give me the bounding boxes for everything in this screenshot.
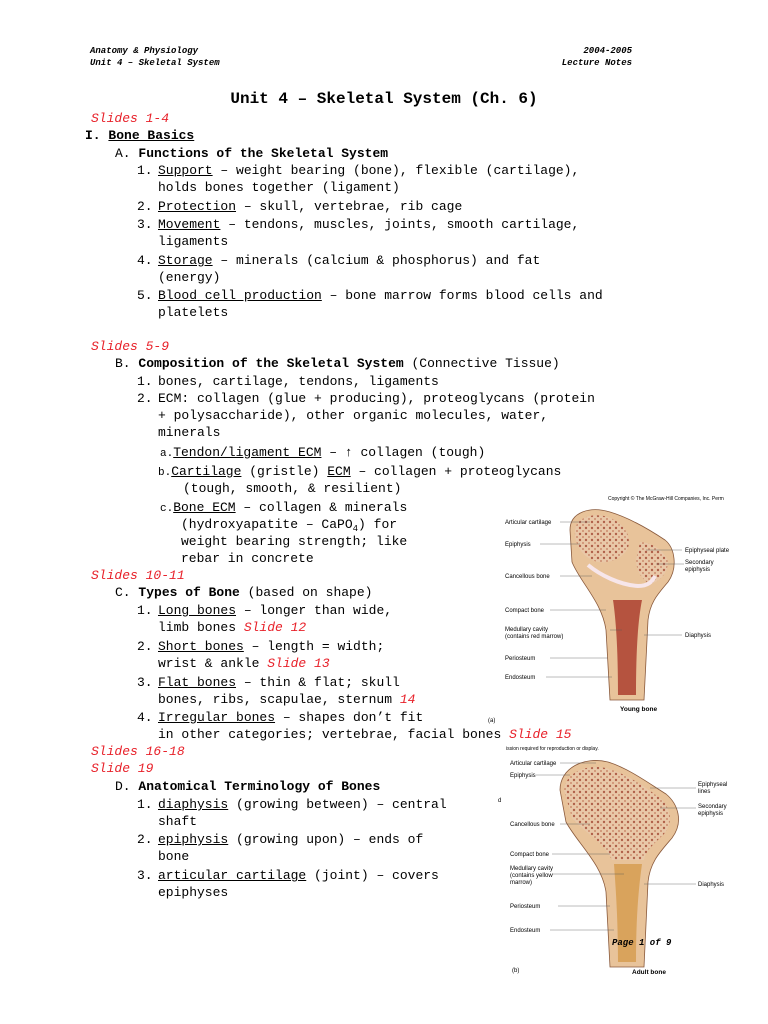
- svg-text:Cancellous bone: Cancellous bone: [510, 822, 555, 828]
- svg-text:Diaphysis: Diaphysis: [698, 882, 725, 888]
- svg-text:Medullary cavity: Medullary cavity: [505, 627, 549, 633]
- list-item-cont: limb bones Slide 12: [158, 620, 307, 635]
- adult-bone-illustration: [560, 760, 679, 967]
- list-item: epiphysis (growing upon) – ends of: [158, 832, 424, 847]
- svg-text:Compact bone: Compact bone: [510, 852, 550, 858]
- svg-text:Compact bone: Compact bone: [505, 608, 545, 614]
- sublist-item: c.Bone ECM – collagen & minerals: [160, 500, 408, 515]
- list-item: Blood cell production – bone marrow forms blood cells and: [158, 288, 603, 303]
- copyright-text: Copyright © The McGraw-Hill Companies, Inc. Perm: [608, 496, 724, 502]
- sublist-item-cont: weight bearing strength; like: [181, 534, 408, 549]
- course-name: Anatomy & Physiology: [90, 46, 199, 56]
- list-item: bones, cartilage, tendons, ligaments: [158, 374, 439, 389]
- svg-text:(contains red marrow): (contains red marrow): [505, 634, 564, 640]
- svg-text:lines: lines: [698, 789, 711, 795]
- slide-ref: Slide 19: [91, 761, 154, 776]
- svg-text:Secondary: Secondary: [685, 560, 714, 566]
- header-left: [90, 45, 220, 69]
- list-item: diaphysis (growing between) – central: [158, 797, 447, 812]
- subsection-heading: A. Functions of the Skeletal System: [115, 146, 389, 161]
- header-right: [562, 45, 632, 69]
- list-item: ECM: collagen (glue + producing), proteoglycans (protein: [158, 391, 595, 406]
- svg-text:Adult bone: Adult bone: [632, 969, 666, 976]
- svg-text:Periosteum: Periosteum: [510, 904, 541, 910]
- subsection-heading: C. Types of Bone (based on shape): [115, 585, 373, 600]
- list-item: Storage – minerals (calcium & phosphorus) and fat: [158, 253, 541, 268]
- list-item-cont: in other categories; vertebrae, facial bones Slide 15: [158, 727, 572, 742]
- list-item: Support – weight bearing (bone), flexible (cartilage),: [158, 163, 580, 178]
- list-item-cont: epiphyses: [158, 885, 229, 900]
- svg-text:Secondary: Secondary: [698, 804, 727, 810]
- school-year: 2004-2005: [583, 46, 632, 56]
- svg-text:(contains yellow: (contains yellow: [510, 873, 553, 879]
- young-bone-figure: [488, 490, 765, 730]
- slide-ref: Slides 1-4: [91, 111, 170, 126]
- svg-text:Endosteum: Endosteum: [505, 675, 536, 681]
- list-item-cont: + polysaccharide), other organic molecules, water,: [158, 408, 549, 423]
- page-title: Unit 4 – Skeletal System (Ch. 6): [230, 90, 538, 108]
- list-item-cont: platelets: [158, 305, 229, 320]
- svg-text:Cancellous bone: Cancellous bone: [505, 574, 550, 580]
- subsection-heading: D. Anatomical Terminology of Bones: [115, 779, 381, 794]
- svg-text:epiphysis: epiphysis: [685, 567, 711, 573]
- list-item: Protection – skull, vertebrae, rib cage: [158, 199, 463, 214]
- list-item: Flat bones – thin & flat; skull: [158, 675, 400, 690]
- sublist-item-cont: (tough, smooth, & resilient): [183, 481, 402, 496]
- list-item-cont: bone: [158, 849, 190, 864]
- svg-text:Young bone: Young bone: [620, 706, 658, 713]
- list-item: articular cartilage (joint) – covers: [158, 868, 439, 883]
- unit-name: Unit 4 – Skeletal System: [90, 58, 220, 68]
- svg-text:Articular cartilage: Articular cartilage: [510, 761, 557, 767]
- list-item: Movement – tendons, muscles, joints, smooth cartilage,: [158, 217, 580, 232]
- page-number: Page 1 of 9: [612, 938, 672, 948]
- young-bone-illustration: [570, 510, 674, 700]
- list-item: Short bones – length = width;: [158, 639, 385, 654]
- svg-text:epiphysis: epiphysis: [698, 811, 724, 817]
- sublist-item: a.Tendon/ligament ECM – ↑ collagen (tough): [160, 445, 486, 460]
- list-item-cont: holds bones together (ligament): [158, 180, 400, 195]
- list-item-cont: (energy): [158, 270, 221, 285]
- list-item: Long bones – longer than wide,: [158, 603, 393, 618]
- svg-text:Articular cartilage: Articular cartilage: [505, 520, 552, 526]
- permission-text: ission required for reproduction or display.: [506, 746, 599, 752]
- doc-type: Lecture Notes: [561, 58, 632, 68]
- sublist-item-cont: (hydroxyapatite – CaPO$_4$) for: [181, 517, 398, 534]
- svg-text:Epiphysis: Epiphysis: [505, 542, 531, 548]
- svg-text:d: d: [498, 798, 502, 804]
- sublist-item: b.Cartilage (gristle) ECM – collagen + proteoglycans: [158, 464, 562, 479]
- sublist-item-cont: rebar in concrete: [181, 551, 314, 566]
- section-heading: I. Bone Basics: [85, 128, 195, 143]
- slide-ref: Slides 5-9: [91, 339, 170, 354]
- list-item-cont: wrist & ankle Slide 13: [158, 656, 330, 671]
- svg-text:Epiphyseal: Epiphyseal: [698, 782, 728, 788]
- list-item-cont: minerals: [158, 425, 221, 440]
- svg-text:Epiphyseal plate: Epiphyseal plate: [685, 548, 730, 554]
- svg-text:Epiphysis: Epiphysis: [510, 773, 536, 779]
- subsection-heading: B. Composition of the Skeletal System (Connective Tissue): [115, 356, 560, 371]
- svg-text:Periosteum: Periosteum: [505, 656, 536, 662]
- list-item: Irregular bones – shapes don’t fit: [158, 710, 424, 725]
- list-item-cont: bones, ribs, scapulae, sternum 14: [158, 692, 416, 707]
- list-item-cont: shaft: [158, 814, 198, 829]
- list-item-cont: ligaments: [158, 234, 229, 249]
- svg-text:Endosteum: Endosteum: [510, 928, 541, 934]
- svg-text:(b): (b): [512, 968, 520, 974]
- slide-ref: Slides 10-11: [91, 568, 185, 583]
- svg-text:Medullary cavity: Medullary cavity: [510, 866, 554, 872]
- svg-text:marrow): marrow): [510, 880, 532, 886]
- svg-text:Diaphysis: Diaphysis: [685, 633, 712, 639]
- slide-ref: Slides 16-18: [91, 744, 185, 759]
- svg-text:(a): (a): [488, 718, 496, 724]
